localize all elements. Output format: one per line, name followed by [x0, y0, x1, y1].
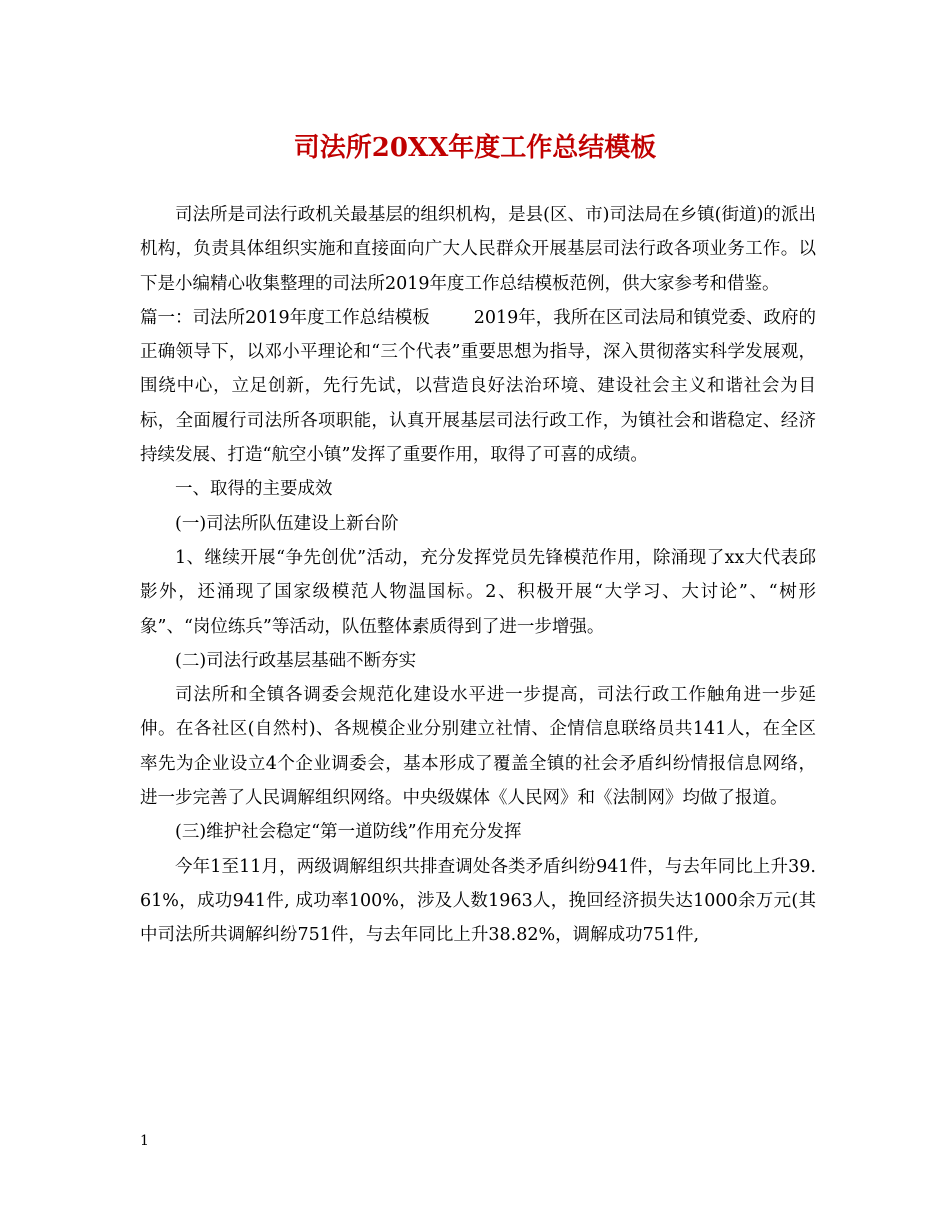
- subsection-three-heading: (三)维护社会稳定“第一道防线”作用充分发挥: [175, 822, 522, 843]
- part-one-label: 篇一：司法所2019年度工作总结模板: [140, 307, 430, 328]
- subsection-two-heading: (二)司法行政基层基础不断夯实: [175, 650, 417, 671]
- subsection-two-text: 司法所和全镇各调委会规范化建设水平进一步提高，司法行政工作触角进一步延伸。在各社区(自然村)、各规模企业分别建立社情、企情信息联络员共141人，在全区率先为企业设立4个企业调委会，基本形成了覆盖全镇的社会矛盾纠纷情报信息网络，进一步完善了人民调解组织网络。中央级媒体《人民网》和《法制网》均做了报道。: [140, 685, 816, 809]
- intro-paragraph: 司法所是司法行政机关最基层的组织机构，是县(区、市)司法局在乡镇(街道)的派出机构，负责具体组织实施和直接面向广大人民群众开展基层司法行政各项业务工作。以下是小编精心收集整理的司法所2019年度工作总结模板范例，供大家参考和借鉴。: [140, 205, 816, 294]
- part-one-text: 2019年，我所在区司法局和镇党委、政府的正确领导下，以邓小平理论和“三个代表”重要思想为指导，深入贯彻落实科学发展观，围绕中心，立足创新，先行先试，以营造良好法治环境、建设社会主义和谐社会为目标，全面履行司法所各项职能，认真开展基层司法行政工作，为镇社会和谐稳定、经济持续发展、打造“航空小镇”发挥了重要作用，取得了可喜的成绩。: [140, 307, 816, 466]
- subsection-one-heading: (一)司法所队伍建设上新台阶: [175, 513, 399, 534]
- document-title: 司法所20XX年度工作总结模板: [293, 133, 657, 163]
- subsection-one-text: 1、继续开展“争先创优”活动，充分发挥党员先锋模范作用，除涌现了xx大代表邱影外，还涌现了国家级模范人物温国标。2、积极开展“大学习、大讨论”、“树形象”、“岗位练兵”等活动，队伍整体素质得到了进一步增强。: [140, 547, 816, 637]
- part-one-paragraph: [140, 301, 816, 472]
- page-number: 1: [140, 1133, 149, 1149]
- subsection-three-text: 今年1至11月，两级调解组织共排查调处各类矛盾纠纷941件，与去年同比上升39.61%，成功941件, 成功率100%，涉及人数1963人，挽回经济损失达1000余万元(其中司法所共调解纠纷751件，与去年同比上升38.82%，调解成功751件,: [140, 856, 816, 946]
- section-one-heading: 一、取得的主要成效: [175, 479, 333, 500]
- document-body: [140, 198, 816, 953]
